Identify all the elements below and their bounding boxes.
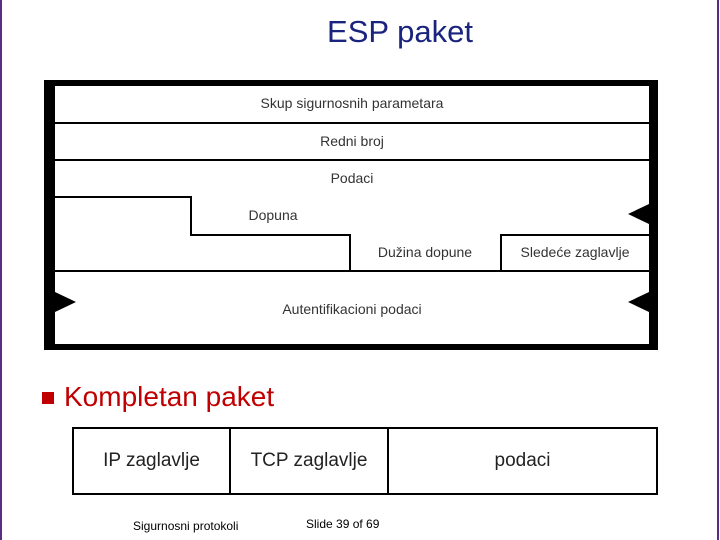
field-pad-length-label: Dužina dopune xyxy=(377,244,473,260)
esp-packet-diagram xyxy=(44,80,658,350)
packet-cell-ip: IP zaglavlje xyxy=(74,429,231,493)
field-auth-label: Autentifikacioni podaci xyxy=(282,301,422,317)
slide-frame-right xyxy=(717,0,719,540)
field-payload-label: Podaci xyxy=(330,170,374,186)
slide-title: ESP paket xyxy=(327,14,473,49)
bullet-text: Kompletan paket xyxy=(64,381,275,412)
footer-slide-number: Slide 39 of 69 xyxy=(306,517,380,531)
packet-cell-data: podaci xyxy=(494,450,551,471)
row-padding-lower xyxy=(55,236,349,270)
packet-cell-tcp: TCP zaglavlje xyxy=(231,429,389,493)
field-sequence-label: Redni broj xyxy=(320,133,384,149)
field-spi-label: Skup sigurnosnih parametara xyxy=(260,95,444,111)
complete-packet-diagram xyxy=(72,427,658,495)
field-padding-label: Dopuna xyxy=(248,207,298,223)
field-next-header-label: Sledeće zaglavlje xyxy=(520,244,630,260)
slide-frame-left xyxy=(0,0,2,540)
footer-section-title: Sigurnosni protokoli xyxy=(133,519,239,533)
bullet-square-icon xyxy=(42,392,54,404)
